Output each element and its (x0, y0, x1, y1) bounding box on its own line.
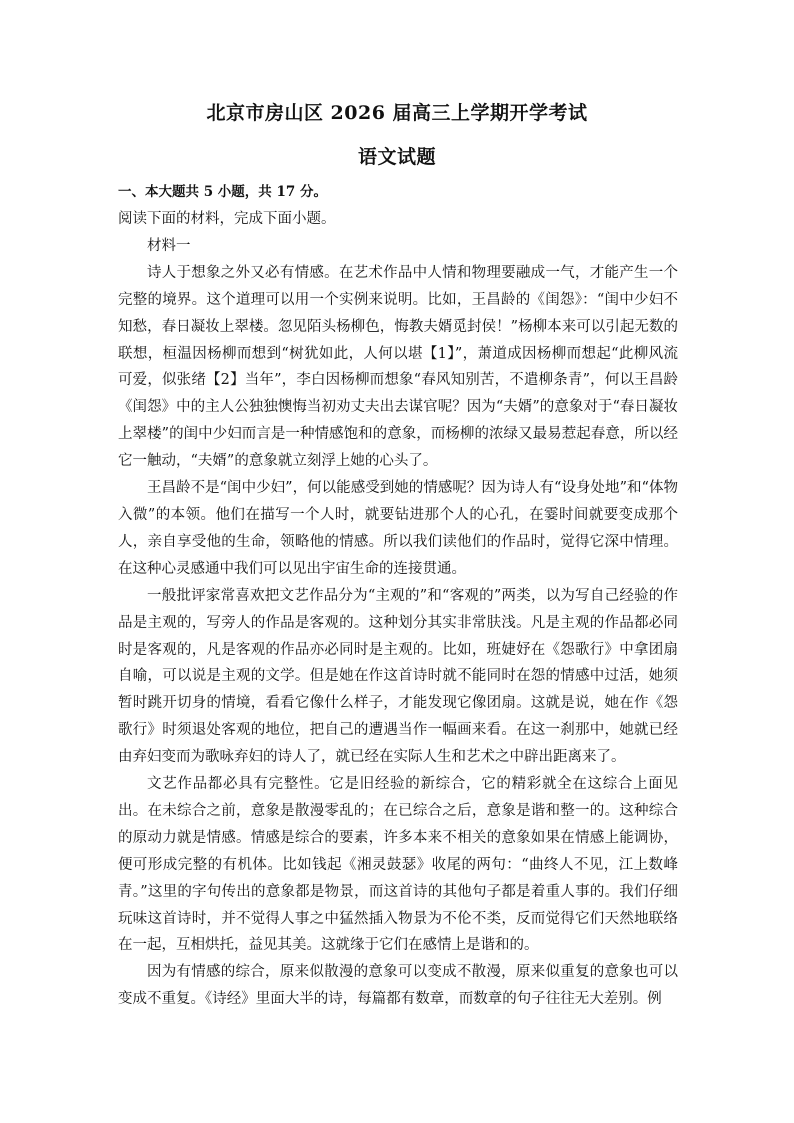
section-heading: 一、本大题共 5 小题，共 17 分。 (118, 184, 327, 200)
material-label: 材料一 (147, 237, 191, 254)
instruction-text: 阅读下面的材料，完成下面小题。 (118, 211, 336, 227)
paragraph-3: 一般批评家常喜欢把文艺作品分为“主观的”和“客观的”两类，以为写自己经验的作品是主观的，写旁人的作品是客观的。这种划分其实非常肤浅。凡是主观的作品都必同时是客观的，凡是客观的作品亦必同时是主观的。比如，班婕妤在《怨歌行》中拿团扇自喻，可以说是主观的文学。但是她在作这首诗时就不能同时在怨的情感中过活，她须暂时跳开切身的情境，看看它像什么样子，才能发现它像团扇。这就是说，她在作《怨歌行》时须退处客观的地位，把自己的遭遇当作一幅画来看。在这一刹那中，她就已经由弃妇变而为歌咏弃妇的诗人了，就已经在实际人生和艺术之中辟出距离来了。 (118, 587, 678, 766)
paragraph-5: 因为有情感的综合，原来似散漫的意象可以变成不散漫，原来似重复的意象也可以变成不重复。《诗经》里面大半的诗，每篇都有数章，而数章的句子往往无大差别。例 (118, 964, 678, 1008)
page-title: 北京市房山区 2026 届高三上学期开学考试 (206, 102, 588, 124)
paragraph-4: 文艺作品都必具有完整性。它是旧经验的新综合，它的精彩就全在这综合上面见出。在未综合之前，意象是散漫零乱的；在已综合之后，意象是谐和整一的。这种综合的原动力就是情感。情感是综合的要素，许多本来不相关的意象如果在情感上能调协，便可形成完整的有机体。比如钱起《湘灵鼓瑟》收尾的两句：“曲终人不见，江上数峰青。”这里的字句传出的意象都是物景，而这首诗的其他句子都是着重人事的。我们仔细玩味这首诗时，并不觉得人事之中猛然插入物景为不伦不类，反而觉得它们天然地联络在一起，互相烘托，益见其美。这就缘于它们在感情上是谐和的。 (118, 776, 678, 954)
page-subtitle: 语文试题 (357, 146, 436, 168)
paragraph-1: 诗人于想象之外又必有情感。在艺术作品中人情和物理要融成一气，才能产生一个完整的境界。这个道理可以用一个实例来说明。比如，王昌龄的《闺怨》：“闺中少妇不知愁，春日凝妆上翠楼。忽见陌头杨柳色，悔教夫婿觅封侯！”杨柳本来可以引起无数的联想，桓温因杨柳而想到“树犹如此，人何以堪【1】”，萧道成因杨柳而想起“此柳风流可爱，似张绪【2】当年”，李白因杨柳而想象“春风知别苦，不遣柳条青”，何以王昌龄《闺怨》中的主人公独独懊悔当初劝丈夫出去谋官呢？因为“夫婿”的意象对于“春日凝妆上翠楼”的闺中少妇而言是一种情感饱和的意象，而杨柳的浓绿又最易惹起春意，所以经它一触动，“夫婿”的意象就立刻浮上她的心头了。 (118, 264, 678, 470)
paragraph-2: 王昌龄不是“闺中少妇”，何以能感受到她的情感呢？因为诗人有“设身处地”和“体物入微”的本领。他们在描写一个人时，就要钻进那个人的心孔，在霎时间就要变成那个人，亲自享受他的生命，领略他的情感。所以我们读他们的作品时，觉得它深中情理。在这种心灵感通中我们可以见出宇宙生命的连接贯通。 (118, 480, 678, 577)
document-body (118, 206, 678, 1013)
